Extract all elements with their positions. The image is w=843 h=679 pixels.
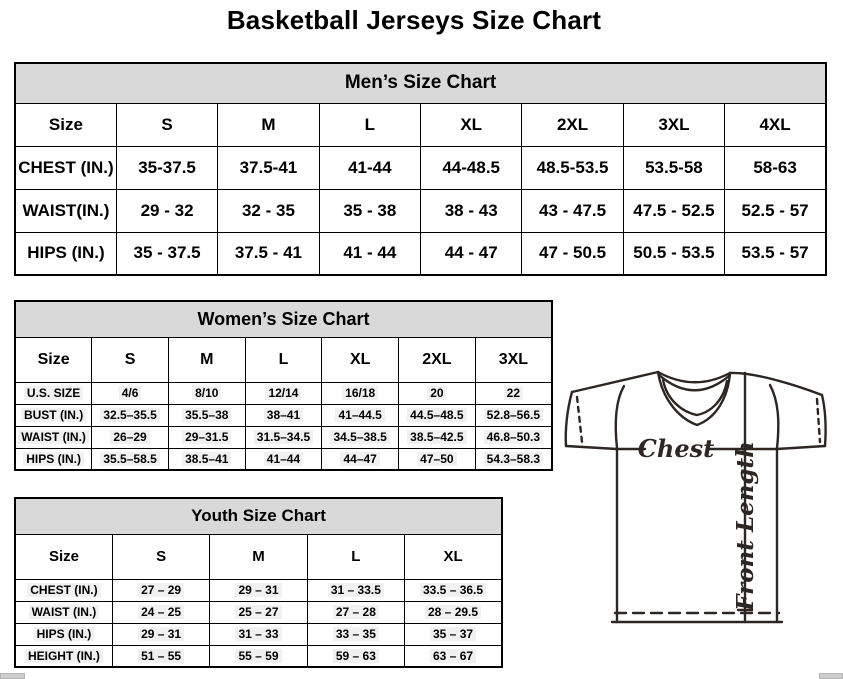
table-cell: 50.5 - 53.5 [623,232,724,275]
jersey-right-shoulder [730,373,822,395]
table-cell: 58-63 [725,146,826,189]
column-header: M [218,103,319,146]
scrollbar-fragment-left[interactable] [0,673,25,679]
column-header: 3XL [623,103,724,146]
table-cell: 8/10 [168,382,245,404]
table-cell: 44.5–48.5 [399,404,476,426]
column-header: 2XL [399,337,476,382]
column-header: Size [15,534,112,579]
column-header: Size [15,337,92,382]
table-cell: 38.5–42.5 [399,426,476,448]
page-title: Basketball Jerseys Size Chart [226,5,602,35]
jersey-left-armhole-seam [616,386,624,448]
table-cell: 34.5–38.5 [322,426,399,448]
table-row [15,189,826,232]
table-cell: 48.5-53.5 [522,146,623,189]
table-cell: 29 - 32 [116,189,217,232]
table-cell: 54.3–58.3 [475,448,552,470]
table-cell: 35.5–38 [168,404,245,426]
column-header: S [92,337,169,382]
column-header: L [245,337,322,382]
table-cell: 37.5-41 [218,146,319,189]
table-cell: 47 - 50.5 [522,232,623,275]
table-cell: 41-44 [319,146,420,189]
table-cell: 33 – 35 [307,623,404,645]
table-cell: 31 – 33 [210,623,307,645]
table-cell: 33.5 – 36.5 [405,579,502,601]
table-cell: 35-37.5 [116,146,217,189]
row-label: U.S. SIZE [15,382,92,404]
jersey-left-shoulder [572,372,658,392]
column-header: 4XL [725,103,826,146]
table-cell: 52.5 - 57 [725,189,826,232]
table-row [15,601,502,623]
table-cell: 41–44.5 [322,404,399,426]
table-cell: 35 - 37.5 [116,232,217,275]
table-cell: 12/14 [245,382,322,404]
row-label: CHEST (IN.) [15,579,112,601]
table-cell: 53.5-58 [623,146,724,189]
scrollbar-fragment-right[interactable] [819,673,843,679]
jersey-collar-back-arc1 [658,372,730,382]
table-cell: 25 – 27 [210,601,307,623]
column-header: M [168,337,245,382]
row-label: WAIST (IN.) [15,601,112,623]
table-row [15,645,502,667]
table-cell: 44 - 47 [421,232,522,275]
jersey-left-sleeve-hem [566,446,617,449]
row-label: HIPS (IN.) [15,623,112,645]
table-cell: 63 – 67 [405,645,502,667]
table-cell: 32.5–35.5 [92,404,169,426]
table-row [15,404,552,426]
table-row [15,426,552,448]
jersey-measurement-diagram [558,358,843,630]
row-label: WAIST (IN.) [15,426,92,448]
table-cell: 46.8–50.3 [475,426,552,448]
table-cell: 31.5–34.5 [245,426,322,448]
column-header: L [319,103,420,146]
table-cell: 35 – 37 [405,623,502,645]
column-header: XL [322,337,399,382]
jersey-right-sleeve-stitch [817,399,820,442]
table-title: Youth Size Chart [15,498,502,534]
table-cell: 38.5–41 [168,448,245,470]
table-title-row [15,63,826,103]
mens-size-table [14,62,827,276]
table-header-row [15,337,552,382]
table-cell: 27 – 29 [112,579,209,601]
table-cell: 28 – 29.5 [405,601,502,623]
row-label: HIPS (IN.) [15,232,116,275]
womens-size-table [14,300,553,471]
table-cell: 43 - 47.5 [522,189,623,232]
table-title: Men’s Size Chart [15,63,826,103]
table-cell: 47.5 - 52.5 [623,189,724,232]
chest-label: Chest [637,434,715,463]
table-cell: 31 – 33.5 [307,579,404,601]
table-cell: 29 – 31 [210,579,307,601]
table-cell: 55 – 59 [210,645,307,667]
table-cell: 32 - 35 [218,189,319,232]
table-cell: 29 – 31 [112,623,209,645]
column-header: XL [421,103,522,146]
table-header-row [15,534,502,579]
table-cell: 44-48.5 [421,146,522,189]
row-label: BUST (IN.) [15,404,92,426]
table-header-row [15,103,826,146]
table-cell: 38–41 [245,404,322,426]
youth-size-table [14,497,503,668]
table-cell: 27 – 28 [307,601,404,623]
column-header: S [116,103,217,146]
table-cell: 41–44 [245,448,322,470]
table-cell: 4/6 [92,382,169,404]
table-cell: 44–47 [322,448,399,470]
table-cell: 22 [475,382,552,404]
front-length-label: Front Length [732,441,759,611]
table-row [15,579,502,601]
jersey-left-sleeve-edge [566,392,572,446]
jersey-right-sleeve-hem [777,446,825,449]
jersey-right-sleeve-edge [822,395,826,446]
column-header: Size [15,103,116,146]
table-cell: 38 - 43 [421,189,522,232]
table-cell: 59 – 63 [307,645,404,667]
table-cell: 24 – 25 [112,601,209,623]
column-header: M [210,534,307,579]
table-row [15,146,826,189]
jersey-left-sleeve-stitch [577,397,582,442]
table-row [15,382,552,404]
column-header: S [112,534,209,579]
jersey-right-armhole-seam [770,385,778,448]
row-label: WAIST(IN.) [15,189,116,232]
table-cell: 20 [399,382,476,404]
table-cell: 51 – 55 [112,645,209,667]
table-cell: 52.8–56.5 [475,404,552,426]
table-row [15,232,826,275]
table-cell: 26–29 [92,426,169,448]
table-cell: 35 - 38 [319,189,420,232]
table-cell: 53.5 - 57 [725,232,826,275]
table-title-row [15,498,502,534]
column-header: XL [405,534,502,579]
row-label: HEIGHT (IN.) [15,645,112,667]
column-header: 2XL [522,103,623,146]
column-header: 3XL [475,337,552,382]
table-cell: 37.5 - 41 [218,232,319,275]
table-title-row [15,301,552,337]
table-cell: 41 - 44 [319,232,420,275]
table-cell: 29–31.5 [168,426,245,448]
table-row [15,448,552,470]
table-cell: 16/18 [322,382,399,404]
table-title: Women’s Size Chart [15,301,552,337]
table-row [15,623,502,645]
table-cell: 35.5–58.5 [92,448,169,470]
row-label: CHEST (IN.) [15,146,116,189]
column-header: L [307,534,404,579]
row-label: HIPS (IN.) [15,448,92,470]
table-cell: 47–50 [399,448,476,470]
